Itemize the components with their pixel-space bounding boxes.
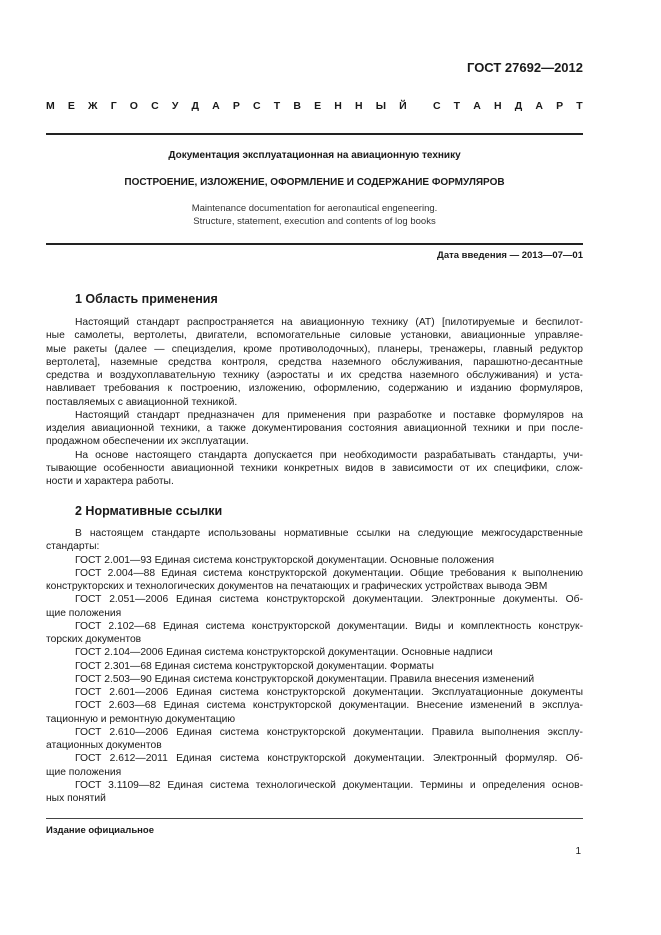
heading-letter: Т <box>576 100 583 112</box>
text-line: ГОСТ 2.503—90 Единая система конструкторской документации. Правила внесения изменений <box>75 673 535 685</box>
text-line: В настоящем стандарте использованы нормативные ссылки на следующие межгосударственные <box>75 528 583 539</box>
text-line: тывающие особенности авиационной техники конкретных видов в зависимости от их специфики, слож- <box>46 462 583 474</box>
heading-letter: В <box>293 100 301 112</box>
effective-date: Дата введения — 2013—07—01 <box>437 250 583 261</box>
heading-letter: Н <box>354 100 363 112</box>
text-line: навливает требования к построению, изложению, оформлению, содержанию и изданию формуляров, <box>46 383 583 395</box>
section-2-heading: 2 Нормативные ссылки <box>75 504 223 518</box>
text-line: тационную и ремонтную документацию <box>46 713 236 725</box>
text-line: ГОСТ 2.612—2011 Единая система конструкторской документации. Электронный формуляр. Об- <box>75 753 583 765</box>
section-2-body <box>46 527 583 805</box>
footer-rule <box>46 818 583 819</box>
title-rule <box>46 243 583 245</box>
text-line: щие положения <box>46 607 122 619</box>
text-line: щие положения <box>46 766 122 778</box>
heading-letter: А <box>535 100 543 112</box>
text-line: ГОСТ 2.102—68 Единая система конструкторской документации. Виды и комплектность конструк- <box>75 620 583 632</box>
heading-letter: Й <box>399 100 407 112</box>
heading-letter: Т <box>273 100 281 112</box>
heading-letter: Е <box>314 100 322 112</box>
section-1-body <box>46 316 583 488</box>
header-rule <box>46 133 583 135</box>
heading-letter: М <box>46 100 55 112</box>
heading-letter: Н <box>493 100 502 112</box>
heading-letter: С <box>253 100 261 112</box>
document-code: ГОСТ 27692—2012 <box>467 60 583 75</box>
title-ru-line2: ПОСТРОЕНИЕ, ИЗЛОЖЕНИЕ, ОФОРМЛЕНИЕ И СОДЕРЖАНИЕ ФОРМУЛЯРОВ <box>124 177 505 188</box>
heading-letter: Ж <box>88 100 98 112</box>
title-en-line2: Structure, statement, execution and contents of log books <box>193 216 436 227</box>
text-line: ГОСТ 2.001—93 Единая система конструкторской документации. Основные положения <box>75 554 495 566</box>
heading-letter: О <box>129 100 138 112</box>
heading-letter: Т <box>453 100 461 112</box>
text-line: ГОСТ 2.601—2006 Единая система конструкторской документации. Эксплуатационные документы <box>75 687 583 698</box>
heading-letter: Р <box>556 100 564 112</box>
text-line: средства и воздухоплавательную технику (аэростаты и их средства наземного обслуживания) и уста- <box>46 370 583 381</box>
heading-letter: Ы <box>375 100 386 112</box>
text-line: изделия авиационной техники, а также документирования состояния авиационной техники и при после- <box>46 423 583 434</box>
text-line: ГОСТ 2.610—2006 Единая система конструкторской документации. Правила выполнения эксплу- <box>75 726 583 738</box>
heading-letter: Д <box>514 100 523 112</box>
heading-letter: Е <box>67 100 75 112</box>
heading-letter: У <box>171 100 179 112</box>
text-line: ГОСТ 2.004—88 Единая система конструкторской документации. Общие требования к выполнению <box>75 567 583 579</box>
heading-letter: Д <box>191 100 199 112</box>
heading-letter: А <box>473 100 481 112</box>
text-line: вертолета], наземные средства контроля, средства наземного обслуживания, парашютно-десантные <box>46 356 583 368</box>
text-line: атационных документов <box>46 740 162 751</box>
text-line: конструкторских и технологических документов на печатающих и графических устройствах вывода ЭВМ <box>46 581 548 592</box>
text-line: ности и характера работы. <box>46 476 174 487</box>
text-line: поставляемых с авиационной техникой. <box>46 396 238 408</box>
text-line: ГОСТ 3.1109—82 Единая система технологической документации. Термины и определения основ- <box>75 779 583 791</box>
heading-letter: А <box>212 100 220 112</box>
text-line: продажном обеспечении их эксплуатации. <box>46 436 249 448</box>
text-line: ГОСТ 2.603—68 Единая система конструкторской документации. Внесение изменений в эксплуа- <box>75 700 583 712</box>
heading-letter: С <box>151 100 159 112</box>
text-line: мые ракеты (далее — специзделия, кроме противолодочных), планеры, тренажеры, главный редуктор <box>46 343 583 355</box>
text-line: Настоящий стандарт распространяется на авиационную технику (АТ) [пилотируемые и беспилот- <box>75 317 583 328</box>
text-line: ГОСТ 2.301—68 Единая система конструкторской документации. Форматы <box>75 660 434 672</box>
heading-letter: Н <box>334 100 342 112</box>
text-line: На основе настоящего стандарта допускается при необходимости разрабатывать стандарты, учи- <box>75 449 583 461</box>
text-line: стандарты: <box>46 541 100 553</box>
title-en-line1: Maintenance documentation for aeronautical engeneering. <box>191 203 438 214</box>
page-number: 1 <box>575 846 581 857</box>
text-line: ные самолеты, вертолеты, двигатели, вспомогательные силовые установки, авиационные управляе- <box>46 330 583 342</box>
heading-letter: Г <box>110 100 117 112</box>
title-ru-line1: Документация эксплуатационная на авиационную технику <box>168 150 461 161</box>
edition-note: Издание официальное <box>46 825 154 836</box>
heading-letter: Р <box>232 100 240 112</box>
section-1-heading: 1 Область применения <box>75 292 218 306</box>
text-line: торских документов <box>46 634 142 645</box>
text-line: ных понятий <box>46 793 106 804</box>
text-line: ГОСТ 2.051—2006 Единая система конструкторской документации. Электронные документы. Об- <box>75 594 583 606</box>
heading-letter: С <box>432 100 441 112</box>
standard-type-heading <box>46 100 583 112</box>
text-line: ГОСТ 2.104—2006 Единая система конструкторской документации. Основные надписи <box>75 647 493 659</box>
text-line: Настоящий стандарт предназначен для применения при разработке и поставке формуляров на <box>75 409 583 421</box>
